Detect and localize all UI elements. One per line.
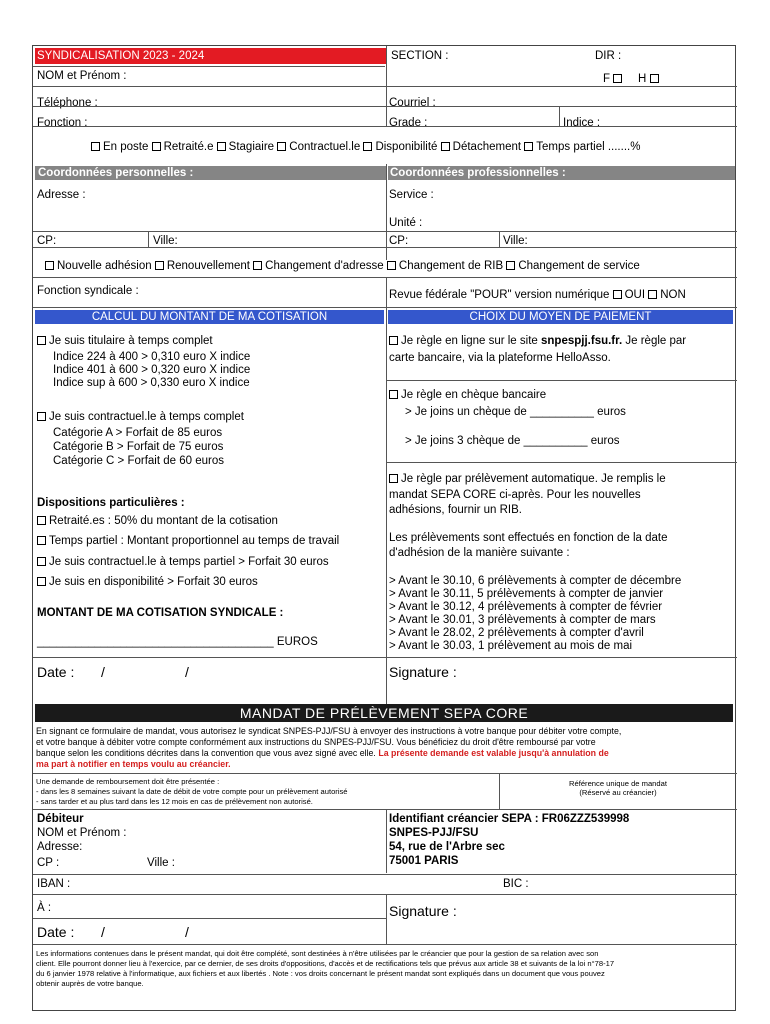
syndication-form [32, 45, 736, 1011]
cp-pro-label: CP: [389, 235, 409, 247]
mandat-signature-field[interactable]: Signature : [389, 903, 457, 919]
indice-2: Indice 401 à 600 > 0,320 euro X indice [53, 364, 251, 376]
paiement-cheque[interactable]: Je règle en chèque bancaire [389, 389, 546, 403]
dir-label: DIR : [595, 50, 622, 62]
bic-label[interactable]: BIC : [503, 878, 529, 890]
iban-label[interactable]: IBAN : [37, 878, 71, 890]
status-en-poste[interactable]: En poste [91, 141, 148, 153]
categorie-b: Catégorie B > Forfait de 75 euros [53, 441, 224, 453]
checkbox[interactable] [506, 261, 515, 270]
mandat-valid: ma part à notifier en temps voulu au créancier. [36, 759, 231, 769]
gender-h-checkbox[interactable] [650, 74, 659, 83]
telephone-label: Téléphone : [37, 97, 98, 109]
disposition-retraite[interactable]: Retraité.es : 50% du montant de la cotisation [37, 515, 278, 529]
footer-2: client. Elle pourront donner lieu à l'exercice, par ce dernier, de ses droits d'oppositions, d'accès et de rectifications tels que prévus aux article 38 et suivants de la loi n°78-17 [36, 959, 615, 968]
dispositions-title: Dispositions particulières : [37, 497, 185, 509]
effectues-line-2: d'adhésion de la manière suivante : [389, 547, 570, 559]
status-disponibilite[interactable]: Disponibilité [363, 141, 437, 153]
checkbox[interactable] [387, 261, 396, 270]
echeance-5: > Avant le 28.02, 2 prélèvements à compter d'avril [389, 627, 644, 639]
status-contractuel[interactable]: Contractuel.le [277, 141, 360, 153]
creancier-rue: 54, rue de l'Arbre sec [389, 841, 505, 853]
cp-perso-label: CP: [37, 235, 57, 247]
rembours-1: Une demande de remboursement doit être présentée : [36, 777, 220, 786]
revue-non-checkbox[interactable] [648, 290, 657, 299]
ville-perso-label: Ville: [153, 235, 178, 247]
ville-pro-label: Ville: [503, 235, 528, 247]
checkbox[interactable] [37, 536, 46, 545]
creancier-id: Identifiant créancier SEPA : FR06ZZZ539998 [389, 813, 630, 825]
a-field[interactable]: À : [37, 902, 52, 914]
checkbox[interactable] [37, 577, 46, 586]
footer-1: Les informations contenues dans le présent mandat, qui doit être complété, sont destinées à n'être utilisées par le créancier que pour la gestion de sa relation avec son [36, 949, 599, 958]
effectues-line-1: Les prélèvements sont effectués en fonction de la date [389, 532, 668, 544]
checkbox[interactable] [277, 142, 286, 151]
option-changement-rib[interactable]: Changement de RIB [387, 260, 503, 272]
checkbox[interactable] [37, 412, 46, 421]
checkbox[interactable] [91, 142, 100, 151]
checkbox[interactable] [441, 142, 450, 151]
rembours-2: - dans les 8 semaines suivant la date de débit de votre compte pour un prélèvement autorisé [36, 787, 348, 796]
categorie-c: Catégorie C > Forfait de 60 euros [53, 455, 224, 467]
revue-oui-checkbox[interactable] [613, 290, 622, 299]
debiteur-title: Débiteur [37, 813, 84, 825]
adhesion-options [45, 260, 640, 274]
paiement-title: CHOIX DU MOYEN DE PAIEMENT [388, 310, 733, 324]
date-field[interactable]: Date : / / [37, 664, 189, 680]
echeance-2: > Avant le 30.11, 5 prélèvements à compter de janvier [389, 588, 664, 600]
option-contractuel[interactable]: Je suis contractuel.le à temps complet [37, 411, 244, 425]
checkbox[interactable] [524, 142, 533, 151]
nom-label: NOM et Prénom : [37, 70, 127, 82]
footer-3: du 6 janvier 1978 relative à l'informatique, aux fichiers et aux libertés . Note : vos droits concernant le présent mandat sont expliqués dans un document que vous pouvez [36, 969, 605, 978]
indice-1: Indice 224 à 400 > 0,310 euro X indice [53, 351, 251, 363]
creancier-ville: 75001 PARIS [389, 855, 459, 867]
debiteur-nom: NOM et Prénom : [37, 827, 127, 839]
prelevement-line-2: mandat SEPA CORE ci-après. Pour les nouvelles [389, 489, 641, 501]
fonction-syndicale-label: Fonction syndicale : [37, 285, 139, 297]
montant-field[interactable]: _____________________________________ EUROS [37, 636, 318, 648]
status-detachement[interactable]: Détachement [441, 141, 521, 153]
coord-pro-title: Coordonnées professionnelles : [388, 166, 735, 180]
checkbox[interactable] [37, 516, 46, 525]
form-title: SYNDICALISATION 2023 - 2024 [35, 48, 387, 64]
indice-label: Indice : [563, 117, 601, 129]
rembours-3: - sans tarder et au plus tard dans les 12 mois en cas de prélèvement non autorisé. [36, 797, 313, 806]
checkbox[interactable] [389, 474, 398, 483]
checkbox[interactable] [152, 142, 161, 151]
section-label: SECTION : [391, 50, 449, 62]
mandat-intro-3: banque selon les conditions décrites dans la convention que vous avez signé avec elle. La présente demande est valable jusqu'à annulation de [36, 748, 609, 758]
unite-label: Unité : [389, 217, 423, 229]
signature-field[interactable]: Signature : [389, 664, 457, 680]
courriel-label: Courriel : [389, 97, 436, 109]
paiement-en-ligne[interactable]: Je règle en ligne sur le site snpespjj.fsu.fr. Je règle par [389, 335, 686, 349]
categorie-a: Catégorie A > Forfait de 85 euros [53, 427, 223, 439]
coord-perso-title: Coordonnées personnelles : [35, 166, 387, 180]
debiteur-cp: CP : [37, 857, 60, 869]
checkbox[interactable] [37, 336, 46, 345]
echeance-4: > Avant le 30.01, 3 prélèvements à compter de mars [389, 614, 656, 626]
checkbox[interactable] [389, 336, 398, 345]
checkbox[interactable] [37, 557, 46, 566]
cheque-trois: > Je joins 3 chèque de __________ euros [405, 435, 620, 447]
checkbox[interactable] [363, 142, 372, 151]
indice-3: Indice sup à 600 > 0,330 euro X indice [53, 377, 250, 389]
cheque-un: > Je joins un chèque de __________ euros [405, 406, 626, 418]
calcul-title: CALCUL DU MONTANT DE MA COTISATION [35, 310, 384, 324]
option-nouvelle-adhesion[interactable]: Nouvelle adhésion [45, 260, 152, 272]
adresse-label: Adresse : [37, 189, 86, 201]
montant-title: MONTANT DE MA COTISATION SYNDICALE : [37, 607, 284, 619]
echeance-1: > Avant le 30.10, 6 prélèvements à compter de décembre [389, 575, 682, 587]
checkbox[interactable] [155, 261, 164, 270]
reference-mandat: Référence unique de mandat (Réservé au créancier) [569, 779, 667, 798]
paiement-en-ligne-2: carte bancaire, via la plateforme HelloAsso. [389, 352, 611, 364]
checkbox[interactable] [389, 390, 398, 399]
echeance-3: > Avant le 30.12, 4 prélèvements à compter de février [389, 601, 663, 613]
mandat-title: MANDAT DE PRÉLÈVEMENT SEPA CORE [35, 704, 733, 722]
disposition-disponibilite[interactable]: Je suis en disponibilité > Forfait 30 euros [37, 576, 258, 590]
mandat-intro-1: En signant ce formulaire de mandat, vous autorisez le syndicat SNPES-PJJ/FSU à envoyer des instructions à votre banque pour débiter votre compte, [36, 726, 622, 736]
mandat-date-field[interactable]: Date : / / [37, 924, 189, 940]
paiement-prelevement[interactable]: Je règle par prélèvement automatique. Je remplis le [389, 473, 666, 487]
revue-label: Revue fédérale "POUR" version numérique OUI NON [389, 289, 686, 301]
disposition-contractuel-partiel[interactable]: Je suis contractuel.le à temps partiel > Forfait 30 euros [37, 556, 329, 570]
disposition-temps-partiel[interactable]: Temps partiel : Montant proportionnel au temps de travail [37, 535, 339, 549]
status-stagiaire[interactable]: Stagiaire [217, 141, 274, 153]
checkbox[interactable] [253, 261, 262, 270]
checkbox[interactable] [45, 261, 54, 270]
checkbox[interactable] [217, 142, 226, 151]
option-changement-service[interactable]: Changement de service [506, 260, 639, 272]
debiteur-adresse: Adresse: [37, 841, 83, 853]
gender-f-checkbox[interactable] [613, 74, 622, 83]
fonction-label: Fonction : [37, 117, 88, 129]
status-retraite[interactable]: Retraité.e [152, 141, 214, 153]
mandat-intro-2: et votre banque à débiter votre compte conformément aux instructions du SNPES-PJJ/FSU. Vous bénéficiez du droit d'être remboursé par votre [36, 737, 596, 747]
status-temps-partiel[interactable]: Temps partiel .......% [524, 141, 640, 153]
grade-label: Grade : [389, 117, 428, 129]
gender-f[interactable]: F [603, 73, 625, 87]
status-options [91, 141, 640, 155]
creancier-nom: SNPES-PJJ/FSU [389, 827, 479, 839]
footer-4: obtenir auprès de votre banque. [36, 979, 144, 988]
gender-h[interactable]: H [638, 73, 662, 87]
debiteur-ville: Ville : [147, 857, 175, 869]
prelevement-line-3: adhésions, fournir un RIB. [389, 504, 522, 516]
echeance-6: > Avant le 30.03, 1 prélèvement au mois de mai [389, 640, 633, 652]
option-changement-adresse[interactable]: Changement d'adresse [253, 260, 384, 272]
option-renouvellement[interactable]: Renouvellement [155, 260, 250, 272]
service-label: Service : [389, 189, 434, 201]
option-titulaire[interactable]: Je suis titulaire à temps complet [37, 335, 213, 349]
